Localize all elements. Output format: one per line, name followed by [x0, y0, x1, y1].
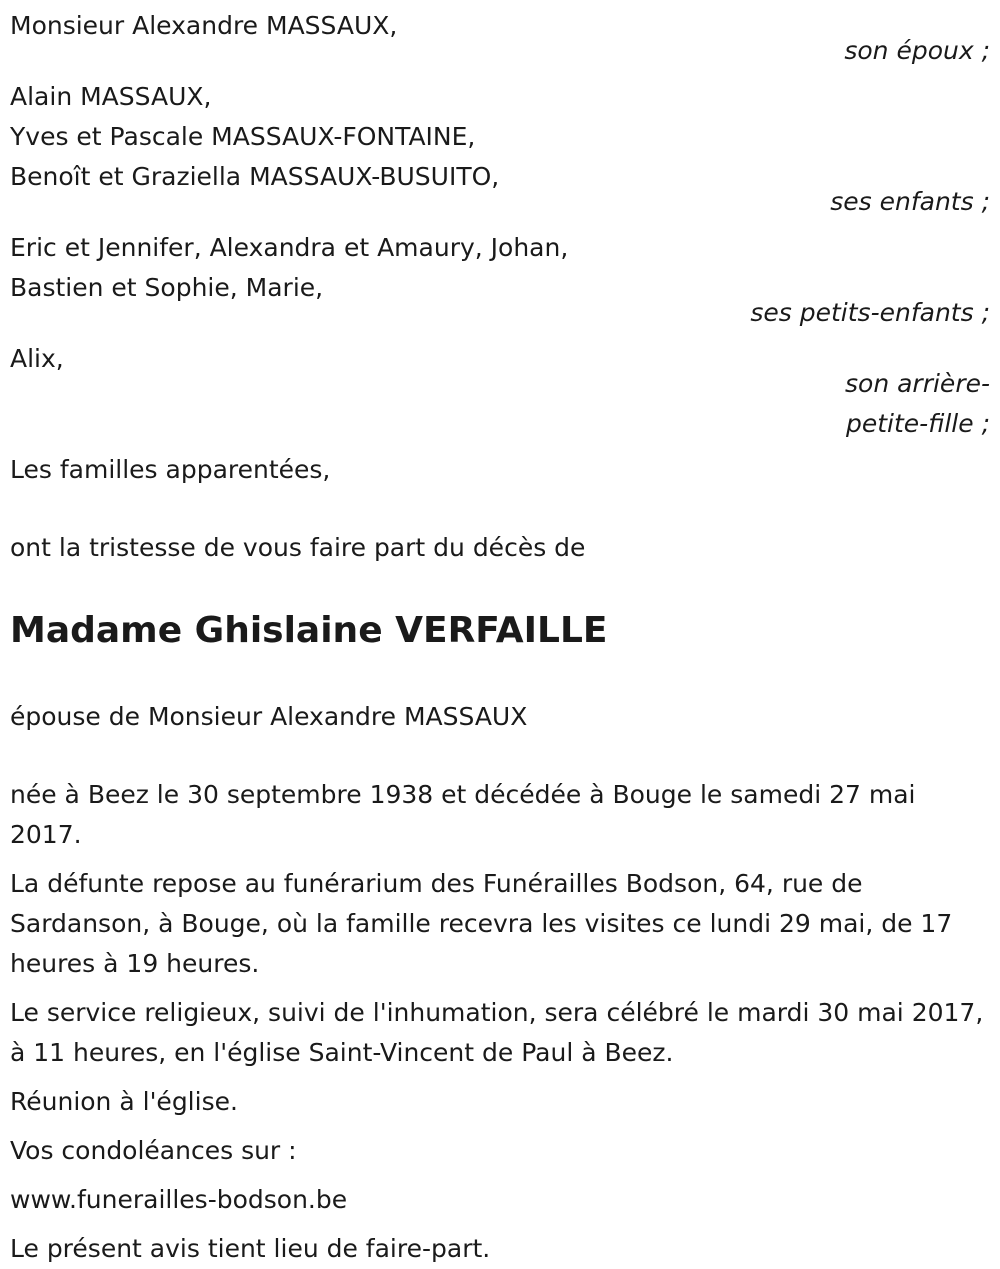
great-grandchild-role-line1: son arrière-	[845, 369, 990, 398]
spouse-role: son époux ;	[844, 36, 990, 65]
grandchildren-role: ses petits-enfants ;	[750, 298, 990, 327]
deceased-spouse-line: épouse de Monsieur Alexandre MASSAUX	[10, 702, 528, 731]
great-grandchild-block	[10, 339, 990, 444]
meeting-paragraph: Réunion à l'église.	[10, 1087, 238, 1116]
website-link[interactable]: www.funerailles-bodson.be	[10, 1185, 348, 1214]
spouse-name: Monsieur Alexandre MASSAUX,	[10, 11, 398, 40]
child-name: Benoît et Graziella MASSAUX-BUSUITO,	[10, 162, 500, 191]
children-role: ses enfants ;	[830, 187, 990, 216]
deceased-name: Madame Ghislaine VERFAILLE	[10, 610, 608, 651]
great-grandchild-name: Alix,	[10, 344, 64, 373]
relatives-line: Les familles apparentées,	[10, 455, 331, 484]
children-block	[10, 77, 990, 222]
grandchild-name: Eric et Jennifer, Alexandra et Amaury, Johan,	[10, 233, 569, 262]
great-grandchild-role-line2: petite-fille ;	[846, 409, 990, 438]
condolences-label: Vos condoléances sur :	[10, 1136, 297, 1165]
closing-paragraph: Le présent avis tient lieu de faire-part.	[10, 1234, 491, 1263]
birth-death-paragraph: née à Beez le 30 septembre 1938 et décédée à Bouge le samedi 27 mai 2017.	[10, 780, 916, 849]
grandchild-name: Bastien et Sophie, Marie,	[10, 273, 324, 302]
service-paragraph: Le service religieux, suivi de l'inhumation, sera célébré le mardi 30 mai 2017, à 11 heures, en l'église Saint-Vincent de Paul à Beez.	[10, 998, 984, 1067]
child-name: Alain MASSAUX,	[10, 82, 212, 111]
announcement-line: ont la tristesse de vous faire part du décès de	[10, 533, 586, 562]
spouse-block	[10, 6, 990, 71]
details-block	[10, 775, 990, 1269]
visitation-paragraph: La défunte repose au funérarium des Funérailles Bodson, 64, rue de Sardanson, à Bouge, où la famille recevra les visites ce lundi 29 mai, de 17 heures à 19 heures.	[10, 869, 953, 978]
grandchildren-block	[10, 228, 990, 333]
obituary-notice	[10, 6, 990, 1269]
child-name: Yves et Pascale MASSAUX-FONTAINE,	[10, 122, 476, 151]
